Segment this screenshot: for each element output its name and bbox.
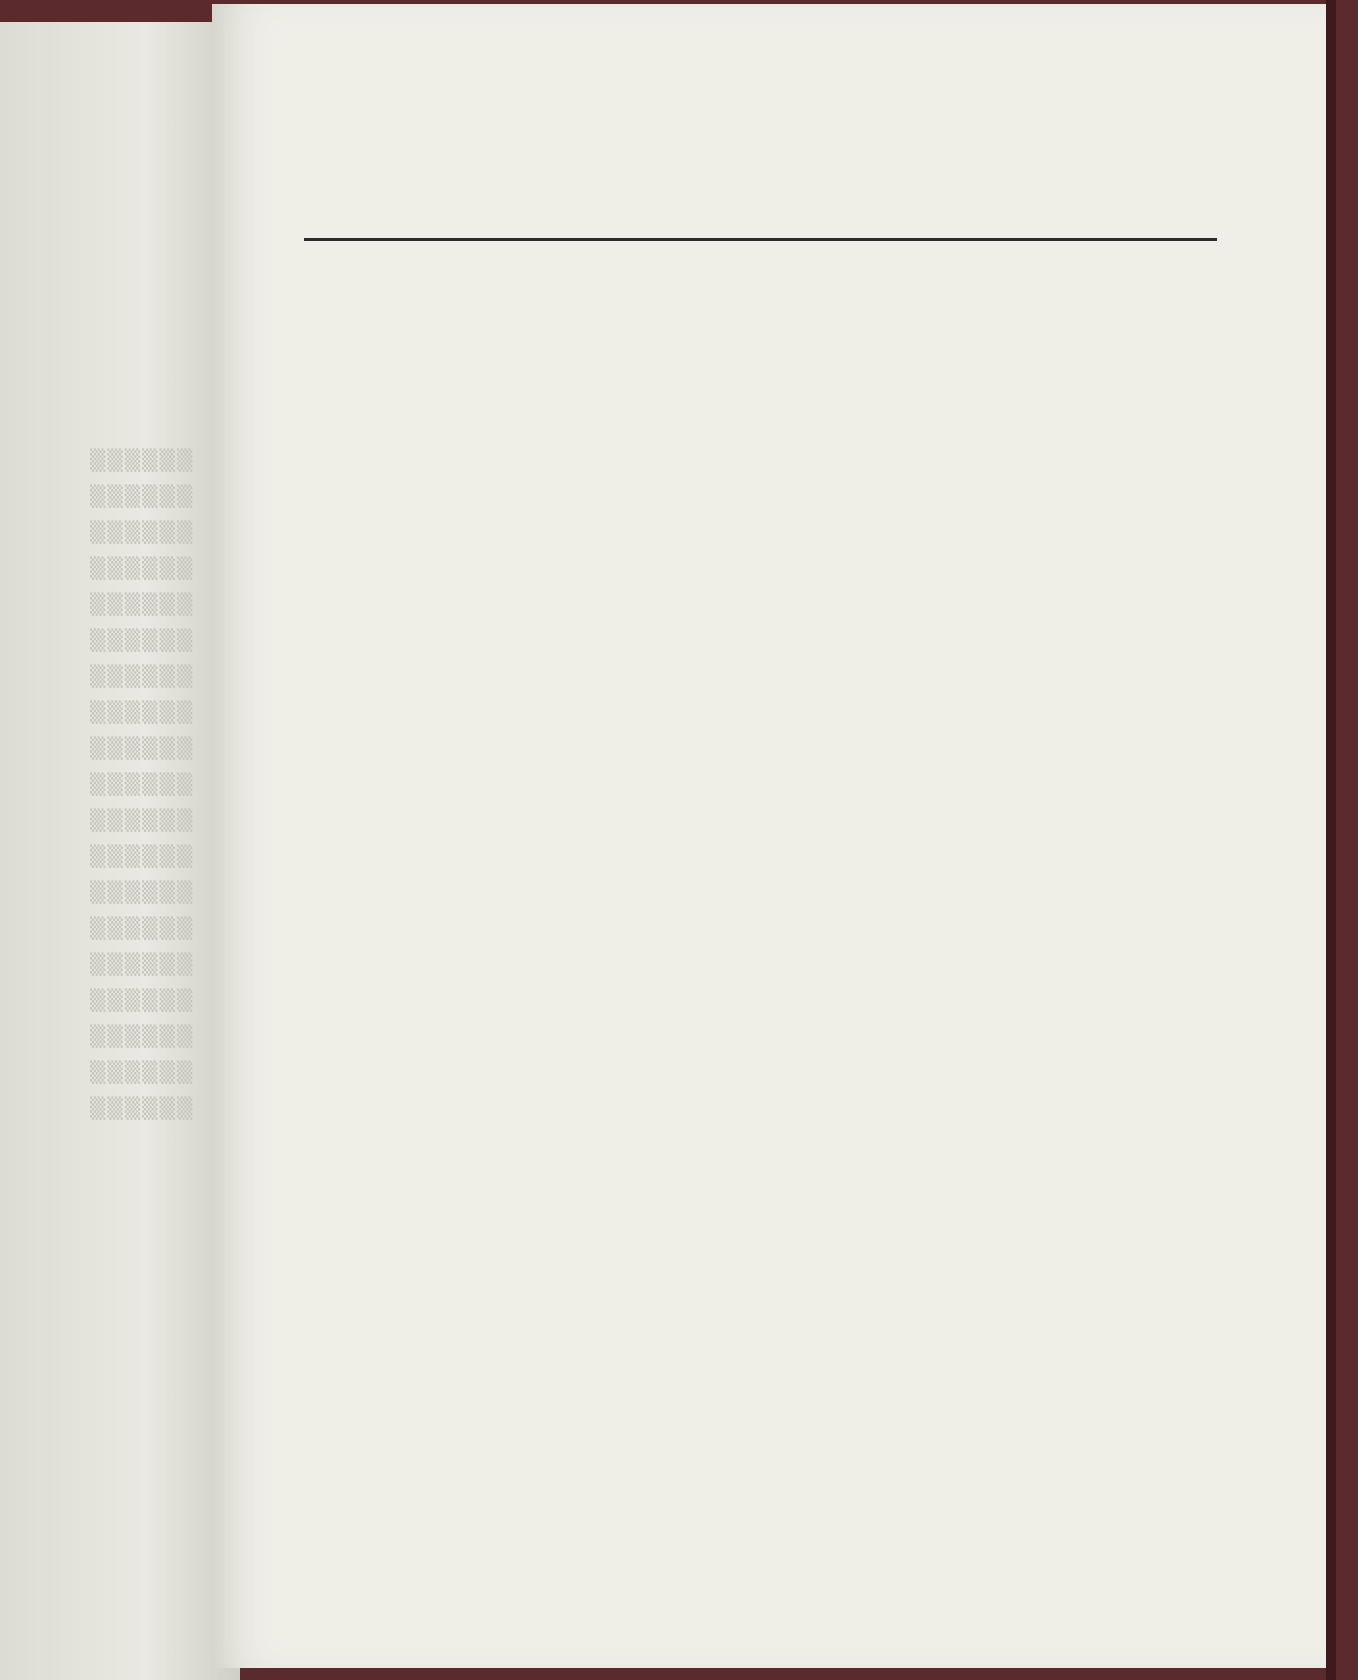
left-page-bleedthrough: ▒▒▒▒▒▒ ▒▒▒▒▒▒ ▒▒▒▒▒▒ ▒▒▒▒▒▒ ▒▒▒▒▒▒ ▒▒▒▒▒▒ ▒▒▒▒▒▒ ▒▒▒▒▒▒ ▒▒▒▒▒▒ ▒▒▒▒▒▒ ▒▒▒▒▒▒ ▒▒▒▒▒▒ ▒▒▒▒▒▒ ▒▒▒▒▒▒ ▒▒▒▒▒▒ ▒▒▒▒▒▒ ▒▒▒▒▒▒ ▒▒▒▒▒▒ ▒▒▒▒▒▒ [90, 448, 195, 1120]
